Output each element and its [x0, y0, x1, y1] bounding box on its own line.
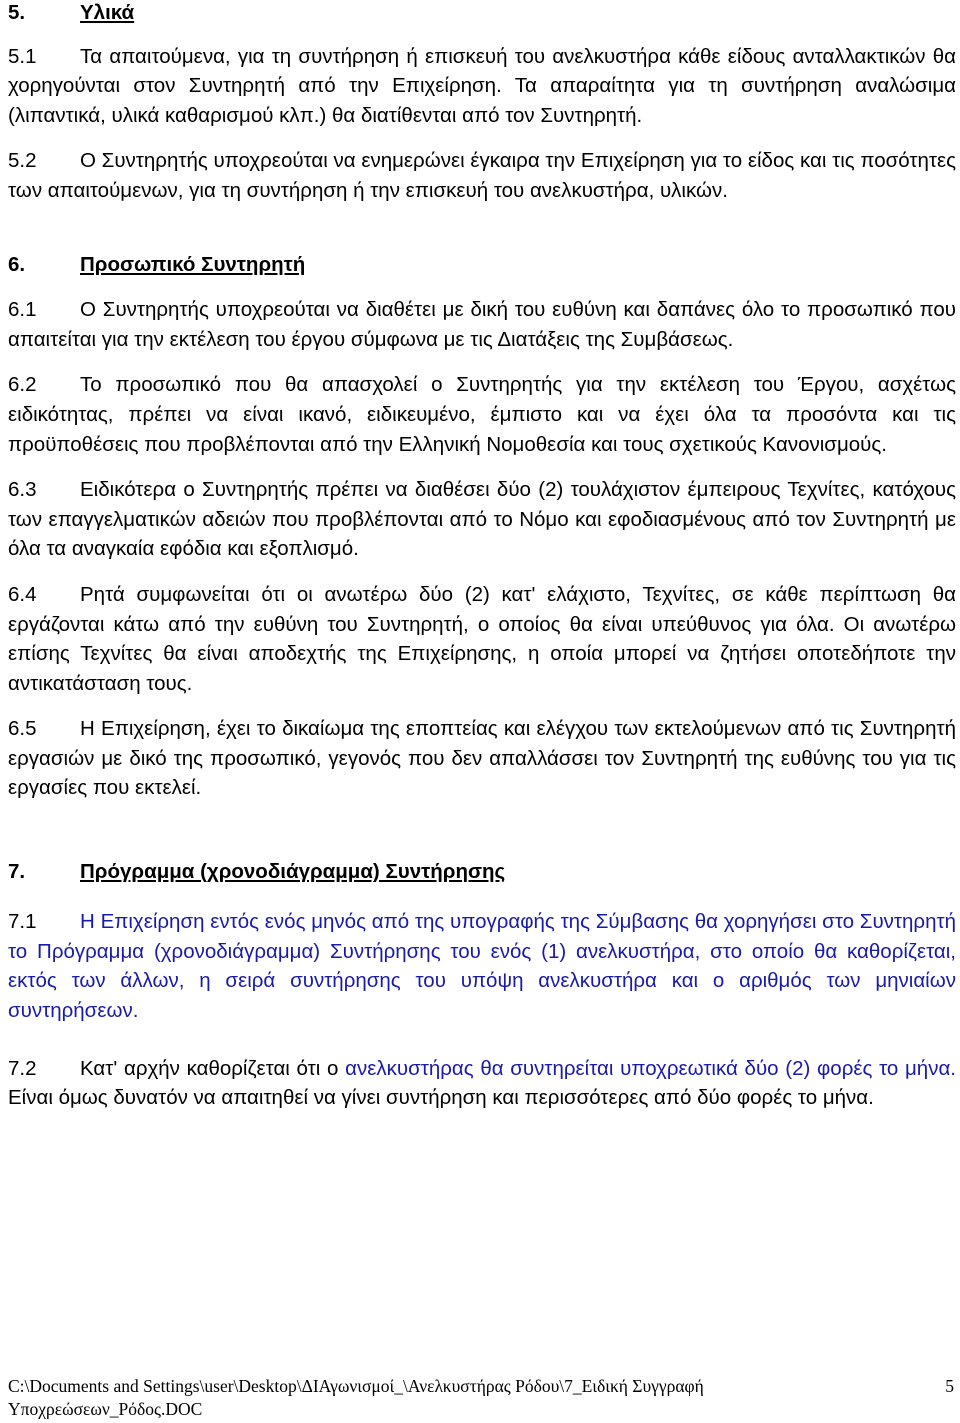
footer-file-path: C:\Documents and Settings\user\Desktop\ΔΙΑγωνισμοί_\Ανελκυστήρας Ρόδου\7_Ειδική Συγγραφή Υποχρεώσεων_Ρόδος.DOC — [8, 1376, 704, 1419]
paragraph-text: Ο Συντηρητής υποχρεούται να διαθέτει με δική του ευθύνη και δαπάνες όλο το προσωπικό που απαιτείται για την εκτέλεση του έργου σύμφωνα με τις Διατάξεις της Συμβάσεως. — [8, 298, 956, 351]
section-title: Υλικά — [80, 1, 135, 24]
paragraph-6-4 — [8, 580, 956, 698]
paragraph-number: 7.2 — [8, 1056, 37, 1080]
paragraph-text-highlight: ανελκυστήρας θα συντηρείται υποχρεωτικά δύο (2) φορές το μήνα. — [345, 1056, 956, 1080]
paragraph-number: 6.5 — [8, 717, 37, 741]
paragraph-text: Ειδικότερα ο Συντηρητής πρέπει να διαθέσει δύο (2) τουλάχιστον έμπειρους Τεχνίτες, κατόχους των επαγγελματικών αδειών που προβλέπονται από το Νόμο και εφοδιασμένους από τον Συντηρητή με όλα τα αναγκαία εφόδια και εξοπλισμό. — [8, 478, 956, 561]
document-body — [8, 0, 956, 1113]
paragraph-5-1 — [8, 42, 956, 131]
section-heading-6 — [8, 250, 956, 280]
paragraph-number: 6.4 — [8, 582, 37, 606]
paragraph-text: Ρητά συμφωνείται ότι οι ανωτέρω δύο (2) κατ' ελάχιστο, Τεχνίτες, σε κάθε περίπτωση θα εργάζονται κάτω από την ευθύνη του Συντηρητή, ο οποίος θα είναι υπεύθυνος για όλα. Οι ανωτέρω επίσης Τεχνίτες θα είναι αποδεχτής της Επιχείρησης, η οποία μπορεί να ζητήσει οποτεδήποτε την αντικατάσταση τους. — [8, 582, 956, 695]
paragraph-6-2 — [8, 370, 956, 459]
paragraph-7-1 — [8, 907, 956, 1025]
paragraph-number: 5.2 — [8, 149, 37, 173]
paragraph-number: 6.3 — [8, 478, 37, 502]
paragraph-number: 5.1 — [8, 44, 37, 68]
paragraph-text: Η Επιχείρηση εντός ενός μηνός από της υπογραφής της Σύμβασης θα χορηγήσει στο Συντηρητή το Πρόγραμμα (χρονοδιάγραμμα) Συντήρησης του ενός (1) ανελκυστήρα, στο οποίο θα καθορίζεται, εκτός των άλλων, η σειρά συντήρησης του υπόψη ανελκυστήρα και ο αριθμός των μηνιαίων συντηρήσεων. — [8, 910, 956, 1022]
paragraph-text-part-b: Είναι όμως δυνατόν να απαιτηθεί να γίνει συντήρηση και περισσότερες από δύο φορές το μήνα. — [8, 1086, 874, 1110]
paragraph-number: 6.2 — [8, 373, 37, 397]
page-footer — [8, 1375, 956, 1421]
paragraph-7-2 — [8, 1054, 956, 1113]
paragraph-5-2 — [8, 146, 956, 205]
section-number: 7. — [8, 860, 26, 884]
paragraph-text-part-a: Κατ' αρχήν καθορίζεται ότι ο — [80, 1056, 346, 1080]
paragraph-6-5 — [8, 714, 956, 803]
paragraph-6-3 — [8, 475, 956, 564]
section-heading-5 — [8, 0, 956, 28]
paragraph-text: Ο Συντηρητής υποχρεούται να ενημερώνει έγκαιρα την Επιχείρηση για το είδος και τις ποσότητες των απαιτούμενων, για τη συντήρηση ή την επισκευή του ανελκυστήρα, υλικών. — [8, 149, 956, 202]
section-title: Προσωπικό Συντηρητή — [80, 252, 306, 276]
paragraph-6-1 — [8, 295, 956, 354]
section-title: Πρόγραμμα (χρονοδιάγραμμα) Συντήρησης — [80, 860, 506, 884]
paragraph-text: Η Επιχείρηση, έχει το δικαίωμα της εποπτείας και ελέγχου των εκτελούμενων από τις Συντηρητή εργασιών με δικό της προσωπικό, γεγονός που δεν απαλλάσσει τον Συντηρητή της ευθύνης του για τις εργασίες που εκτελεί. — [8, 717, 956, 800]
paragraph-text: Τα απαιτούμενα, για τη συντήρηση ή επισκευή του ανελκυστήρα κάθε είδους ανταλλακτικών θα χορηγούνται στον Συντηρητή από την Επιχείρηση. Τα απαραίτητα για τη συντήρηση αναλώσιμα (λιπαντικά, υλικά καθαρισμού κλπ.) θα διατίθενται από τον Συντηρητή. — [8, 44, 956, 127]
section-number: 5. — [8, 1, 26, 24]
paragraph-number: 6.1 — [8, 298, 37, 322]
paragraph-number: 7.1 — [8, 910, 37, 934]
section-heading-7 — [8, 857, 956, 887]
paragraph-text: Το προσωπικό που θα απασχολεί ο Συντηρητής για την εκτέλεση του Έργου, ασχέτως ειδικότητας, πρέπει να είναι ικανό, ειδικευμένο, έμπιστο και να έχει όλα τα προσόντα και τις προϋποθέσεις που προβλέπονται από την Ελληνική Νομοθεσία και τους σχετικούς Κανονισμούς. — [8, 373, 956, 456]
footer-page-number: 5 — [945, 1376, 954, 1396]
section-number: 6. — [8, 252, 26, 276]
